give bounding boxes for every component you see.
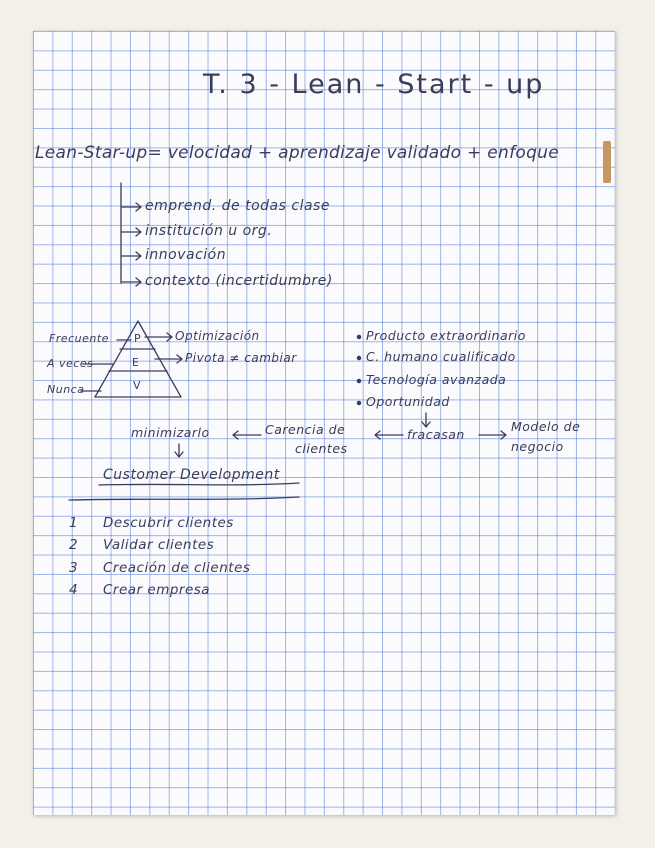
- step-number: 2: [69, 537, 79, 553]
- arrow-to-minimizar: [233, 431, 261, 439]
- frequency-label: Nunca: [47, 383, 85, 396]
- flow-fracasan: fracasan: [407, 427, 465, 442]
- step-text: Descubrir clientes: [103, 515, 234, 531]
- arrow-down-minimizar: [175, 444, 183, 457]
- heading-underline: [99, 483, 299, 485]
- step-text: Validar clientes: [103, 537, 215, 553]
- step-text: Crear empresa: [103, 582, 211, 598]
- lean-startup-formula: Lean-Star-up= velocidad + aprendizaje validado + enfoque: [35, 143, 559, 163]
- branch-arrow: [121, 228, 141, 236]
- step-number: 1: [69, 515, 79, 531]
- branch-arrow: [121, 203, 141, 211]
- bullet-item: Oportunidad: [366, 394, 450, 409]
- branch-item: institución u org.: [145, 223, 273, 239]
- arrow-pivota: [155, 355, 182, 363]
- bullet-item: Producto extraordinario: [366, 328, 526, 343]
- bullet-dot: [357, 401, 360, 404]
- step-number: 3: [69, 560, 79, 576]
- frequency-label: Frecuente: [49, 332, 109, 345]
- bullet-item: C. humano cualificado: [366, 349, 516, 364]
- pyramid-level: E: [132, 356, 140, 369]
- branch-item: emprend. de todas clase: [145, 198, 330, 214]
- pyramid-arrow-label: Optimización: [175, 329, 260, 343]
- notebook-page: [33, 31, 615, 815]
- hand-drawn-lines: [33, 31, 615, 815]
- step-text: Creación de clientes: [103, 560, 251, 576]
- frequency-label: A veces: [47, 357, 94, 370]
- page-title: T. 3 - Lean - Start - up: [203, 69, 545, 100]
- bullet-dot: [357, 379, 360, 382]
- arrow-down-oportunidad: [422, 413, 430, 427]
- step-number: 4: [69, 582, 79, 598]
- customer-dev-heading: Customer Development: [103, 467, 280, 483]
- bullet-dot: [357, 335, 360, 338]
- pyramid-level: P: [134, 332, 142, 345]
- flow-modelo-line2: negocio: [511, 439, 564, 454]
- pyramid-level: V: [133, 379, 142, 392]
- bullet-item: Tecnología avanzada: [366, 372, 507, 387]
- heading-underline: [69, 497, 299, 500]
- bullet-dot: [357, 356, 360, 359]
- branch-arrow: [121, 252, 141, 260]
- flow-minimizarlo: minimizarlo: [131, 425, 210, 440]
- pyramid-arrow-label: Pivota ≠ cambiar: [185, 351, 297, 365]
- flow-modelo-line1: Modelo de: [511, 419, 581, 434]
- branch-item: contexto (incertidumbre): [145, 273, 333, 289]
- flow-carencia-line2: clientes: [295, 441, 348, 456]
- arrow-to-carencia: [375, 431, 403, 439]
- flow-carencia-line1: Carencia de: [265, 422, 346, 437]
- branch-item: innovación: [145, 247, 227, 263]
- arrow-to-modelo: [479, 431, 506, 439]
- branch-arrow: [121, 278, 141, 286]
